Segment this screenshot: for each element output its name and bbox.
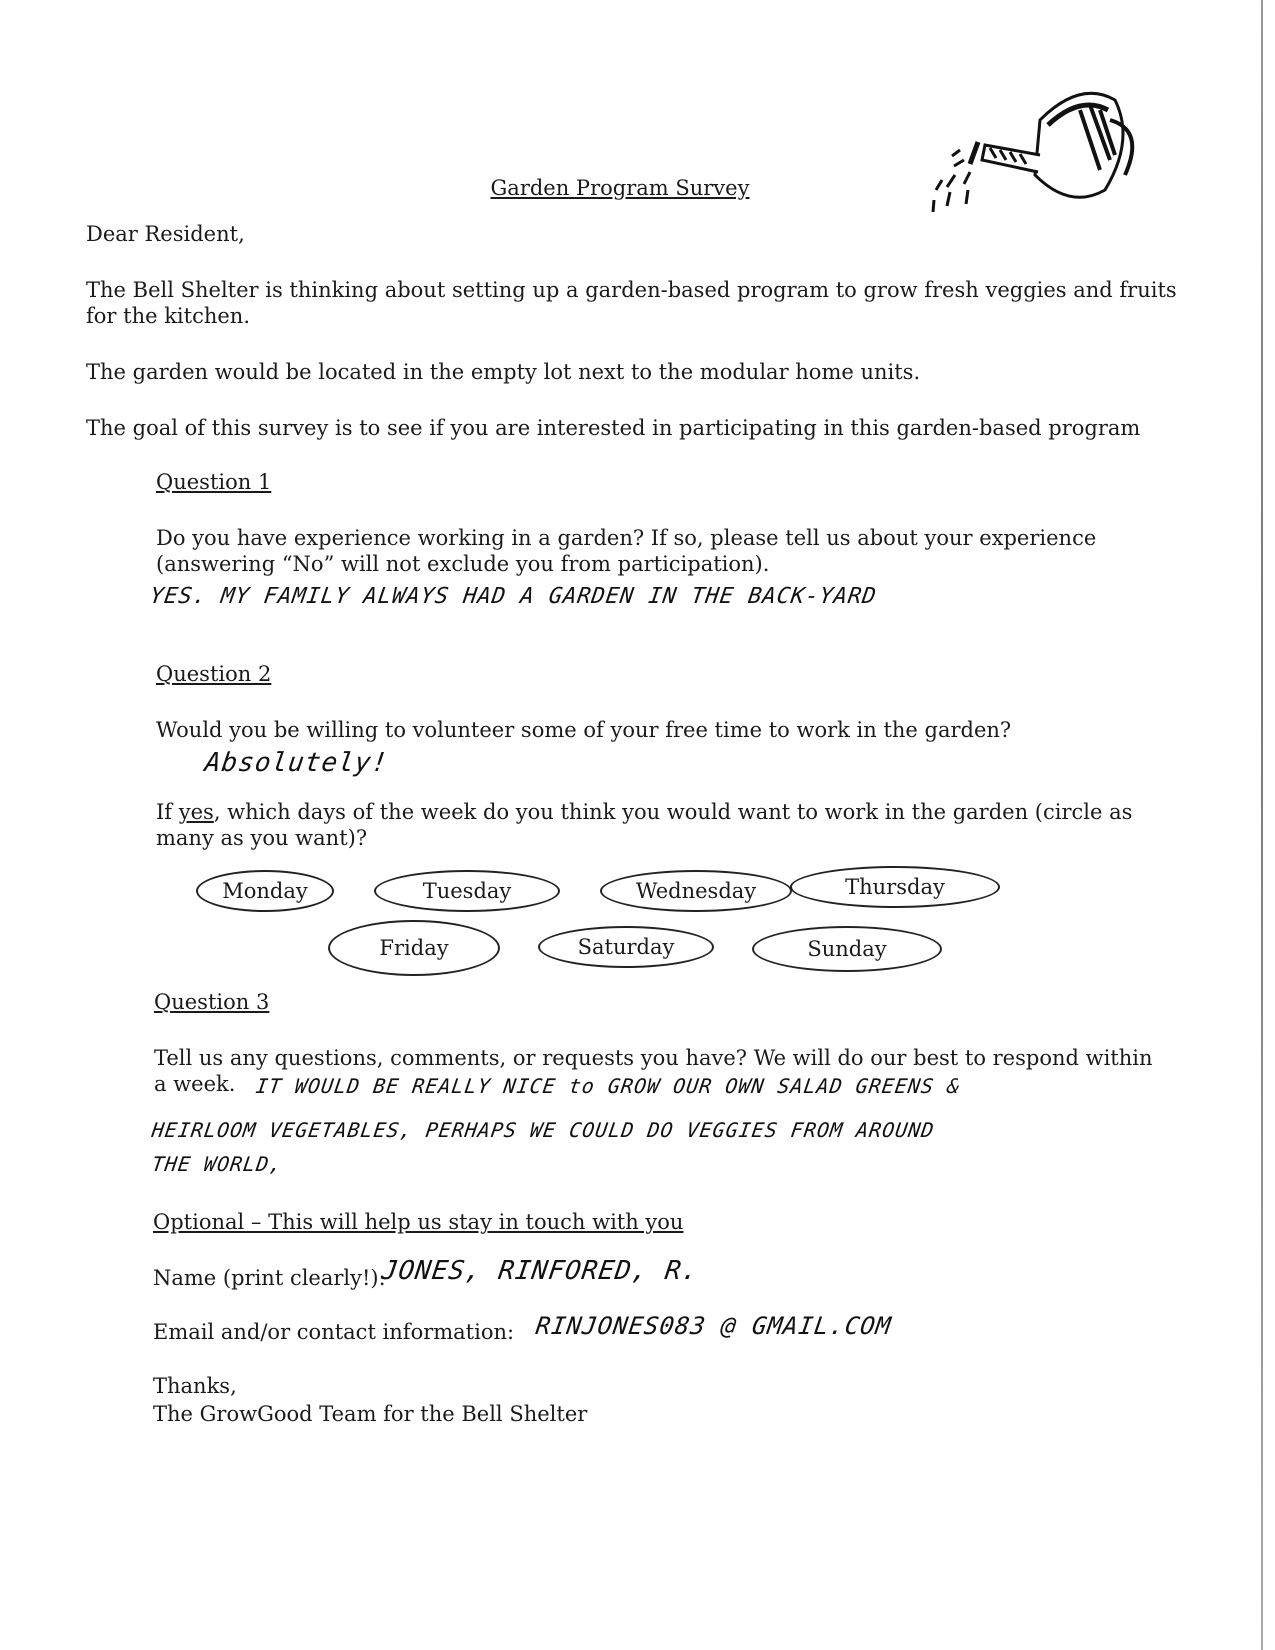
question-2-heading: Question 2: [156, 662, 272, 686]
days-question-rest: , which days of the week do you think you would want to work in the garden (circle as: [213, 800, 1133, 824]
days-question-line2: many as you want)?: [156, 826, 368, 850]
question-3-heading: Question 3: [154, 990, 270, 1014]
question-3-answer-line3[interactable]: THE WORLD,: [150, 1152, 285, 1176]
closing-signoff: The GrowGood Team for the Bell Shelter: [153, 1402, 588, 1426]
goal-text: The goal of this survey is to see if you are interested in participating in this garden-based program: [86, 416, 1141, 440]
day-option-saturday[interactable]: Saturday: [538, 926, 714, 968]
scan-edge-line: [1261, 0, 1263, 1650]
day-option-thursday[interactable]: Thursday: [790, 866, 1000, 908]
intro-text-line1: The Bell Shelter is thinking about setting up a garden-based program to grow fresh veggies and fruits: [86, 278, 1177, 302]
question-1-text-line1: Do you have experience working in a garden? If so, please tell us about your experience: [156, 526, 1097, 550]
question-1-text-line2: (answering “No” will not exclude you from participation).: [156, 552, 770, 576]
question-2-text: Would you be willing to volunteer some of your free time to work in the garden?: [156, 718, 1012, 742]
form-title: Garden Program Survey: [490, 176, 750, 200]
days-question-yes: yes: [178, 800, 214, 824]
question-3-answer-line1[interactable]: IT WOULD BE REALLY NICE to GROW OUR OWN SALAD GREENS &: [254, 1074, 962, 1098]
location-text: The garden would be located in the empty lot next to the modular home units.: [86, 360, 921, 384]
name-field[interactable]: JONES, RINFORED, R.: [379, 1256, 701, 1286]
greeting: Dear Resident,: [86, 222, 245, 246]
days-question-line1: [156, 798, 1132, 826]
day-option-sunday[interactable]: Sunday: [752, 926, 942, 972]
question-1-answer[interactable]: YES. MY FAMILY ALWAYS HAD A GARDEN IN THE BACK-YARD: [148, 584, 879, 609]
day-option-tuesday[interactable]: Tuesday: [374, 870, 560, 912]
day-option-monday[interactable]: Monday: [196, 870, 334, 912]
watering-can-icon: [930, 80, 1145, 230]
optional-heading: Optional – This will help us stay in touch with you: [153, 1210, 684, 1234]
email-field[interactable]: RINJONES083 @ GMAIL.COM: [534, 1312, 894, 1340]
intro-text-line2: for the kitchen.: [86, 304, 250, 328]
day-option-wednesday[interactable]: Wednesday: [600, 870, 792, 912]
question-3-text-line2: a week.: [154, 1072, 236, 1096]
name-label: Name (print clearly!):: [153, 1266, 386, 1290]
question-3-answer-line2[interactable]: HEIRLOOM VEGETABLES, PERHAPS WE COULD DO VEGGIES FROM AROUND: [150, 1118, 937, 1142]
question-1-heading: Question 1: [156, 470, 272, 494]
closing-thanks: Thanks,: [153, 1374, 237, 1398]
day-option-friday[interactable]: Friday: [328, 920, 500, 976]
question-2-answer[interactable]: Absolutely!: [202, 748, 391, 778]
email-label: Email and/or contact information:: [153, 1320, 515, 1344]
days-question-prefix: If: [156, 800, 179, 824]
question-3-text-line1: Tell us any questions, comments, or requests you have? We will do our best to respond within: [154, 1046, 1153, 1070]
